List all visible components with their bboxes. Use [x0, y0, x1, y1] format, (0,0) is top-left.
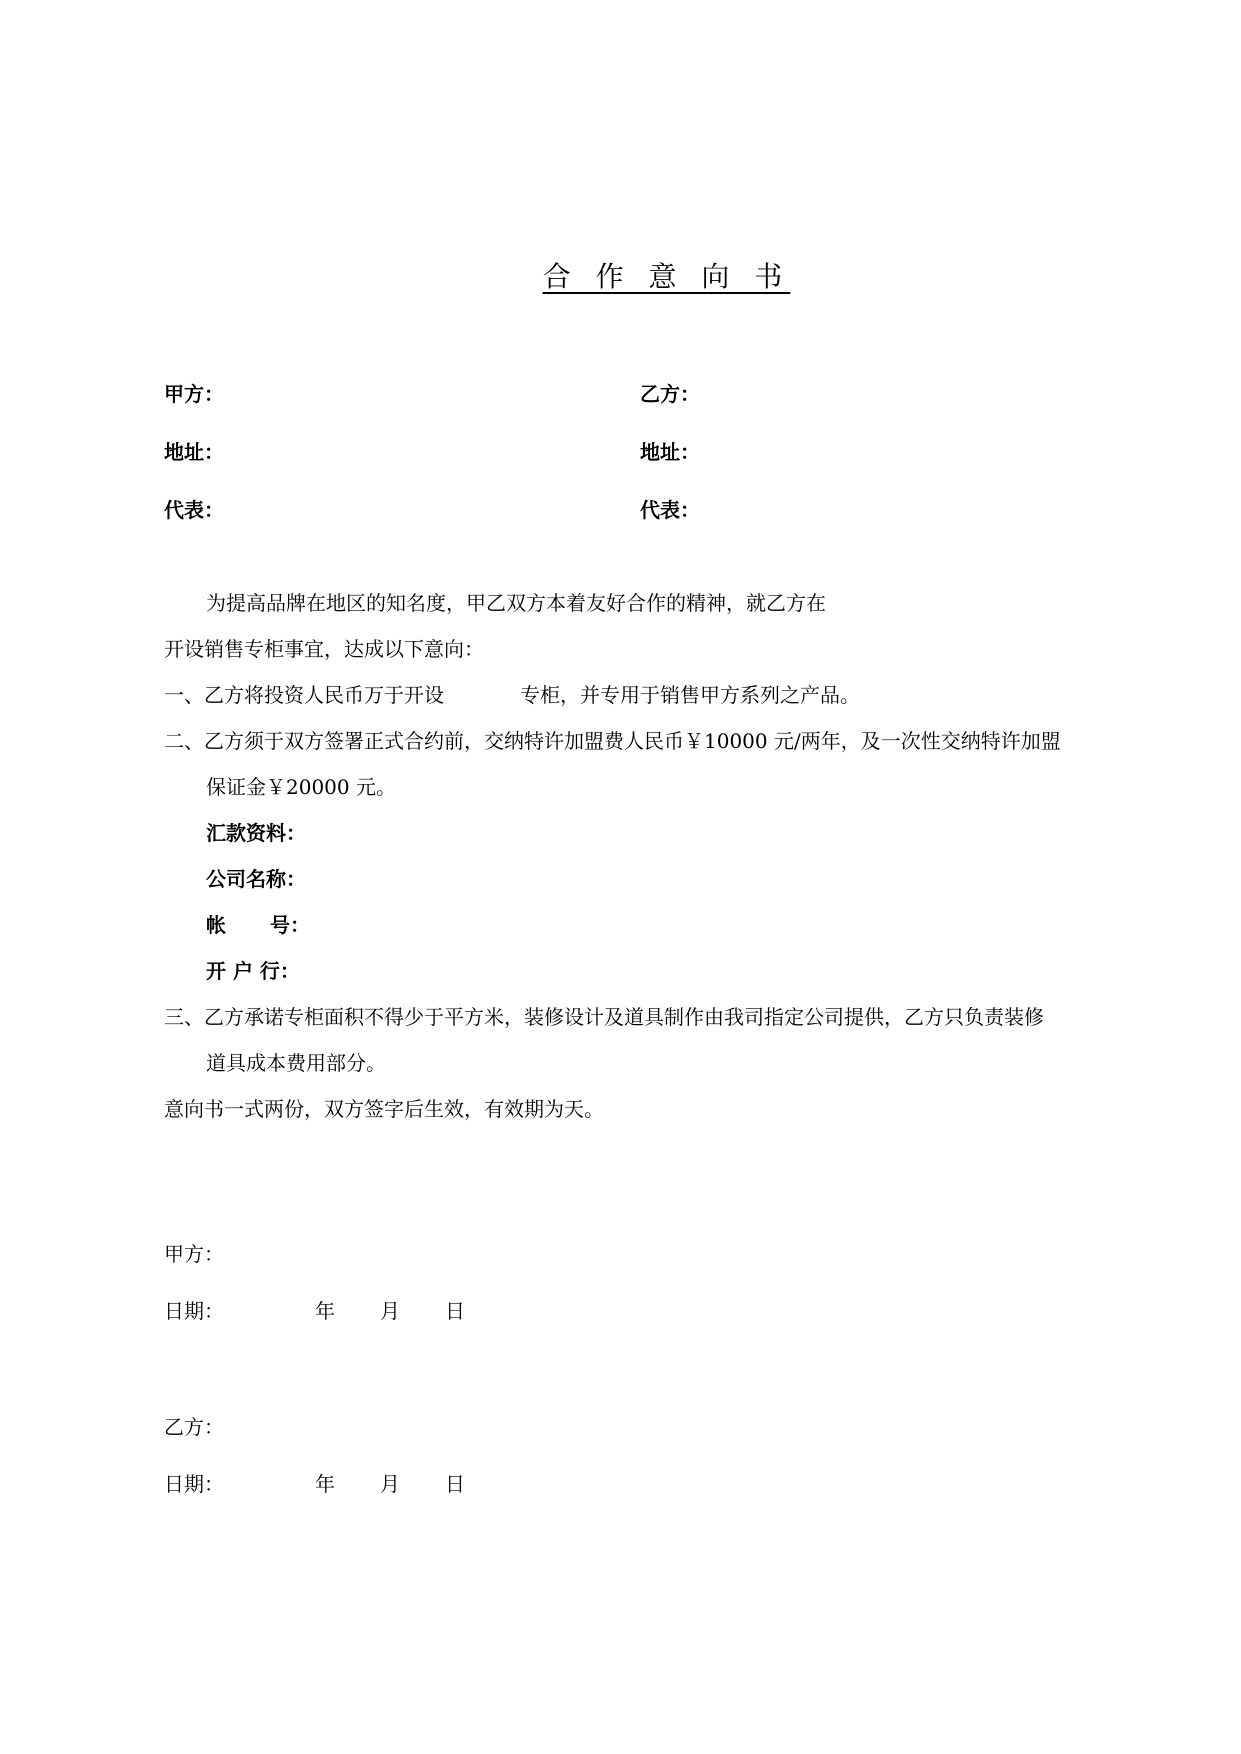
- party-b-representative-label: 代表：: [640, 498, 700, 522]
- date-year-label: 年: [315, 1472, 335, 1496]
- closing-statement: 意向书一式两份，双方签字后生效，有效期为天。: [164, 1097, 604, 1121]
- party-a-address-label: 地址：: [164, 440, 224, 464]
- party-b-label: 乙方：: [640, 382, 700, 406]
- remittance-info-label: 汇款资料：: [206, 821, 306, 845]
- item-2-line-2: 保证金￥20000 元。: [206, 775, 396, 799]
- signature-party-a-date-label: 日期：: [164, 1299, 224, 1323]
- account-label-char: 帐: [206, 913, 226, 937]
- company-name-label: 公司名称：: [206, 867, 306, 891]
- item-1-part-b: 专柜，并专用于销售甲方系列之产品。: [520, 683, 860, 707]
- account-label-suffix: 号：: [270, 913, 310, 937]
- party-b-address-label: 地址：: [640, 440, 700, 464]
- intro-line-1: 为提高品牌在地区的知名度，甲乙双方本着友好合作的精神，就乙方在: [206, 591, 826, 615]
- intro-line-2: 开设销售专柜事宜，达成以下意向：: [164, 637, 484, 661]
- item-3-line-1: 三、乙方承诺专柜面积不得少于平方米，装修设计及道具制作由我司指定公司提供，乙方只负责装修: [164, 1005, 1044, 1029]
- party-a-label: 甲方：: [164, 382, 224, 406]
- date-day-label: 日: [445, 1472, 465, 1496]
- signature-party-b-label: 乙方：: [164, 1415, 224, 1439]
- signature-party-b-date-label: 日期：: [164, 1472, 224, 1496]
- document-title: 合 作 意 向 书: [542, 260, 791, 293]
- date-month-label: 月: [380, 1472, 400, 1496]
- signature-party-a-label: 甲方：: [164, 1242, 224, 1266]
- date-month-label: 月: [380, 1299, 400, 1323]
- date-day-label: 日: [445, 1299, 465, 1323]
- item-2-line-1: 二、乙方须于双方签署正式合约前，交纳特许加盟费人民币￥10000 元/两年，及一次性交纳特许加盟: [164, 729, 1061, 753]
- party-a-representative-label: 代表：: [164, 498, 224, 522]
- item-3-line-2: 道具成本费用部分。: [206, 1051, 386, 1075]
- bank-label: 开 户 行：: [206, 959, 300, 983]
- item-1-part-a: 一、乙方将投资人民币万于开设: [164, 683, 444, 707]
- date-year-label: 年: [315, 1299, 335, 1323]
